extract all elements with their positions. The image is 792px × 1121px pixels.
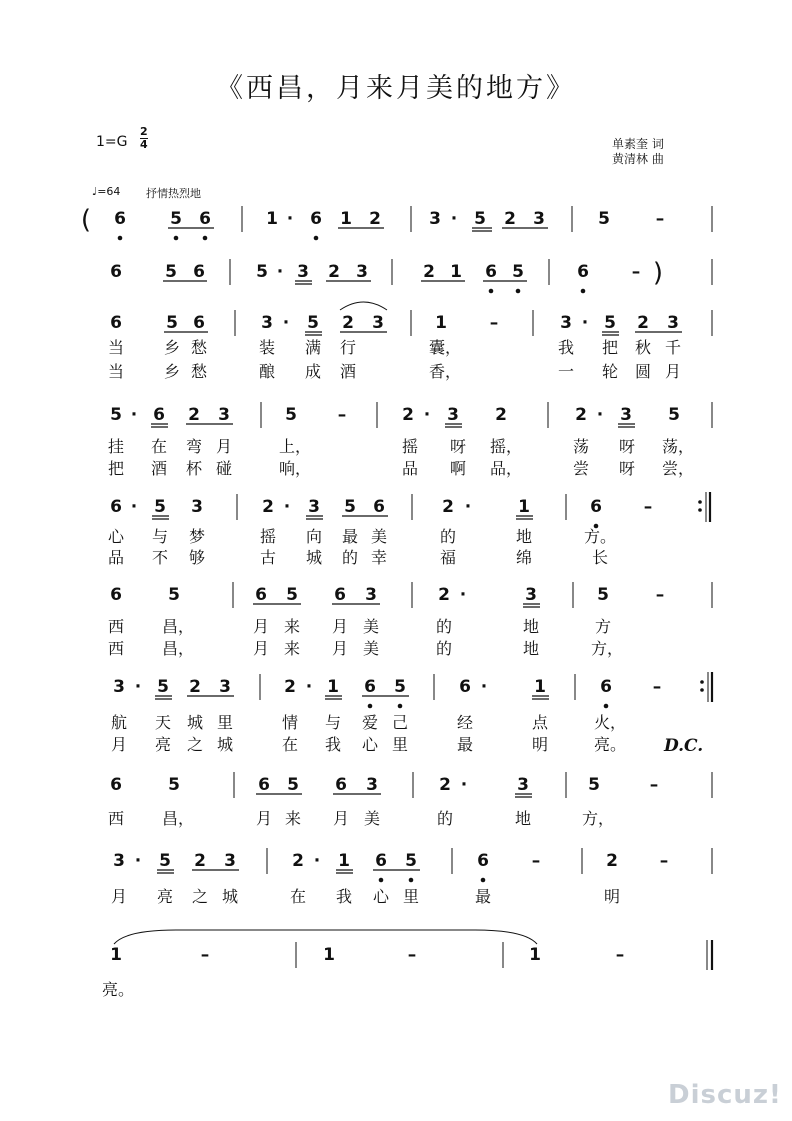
lyric-syllable: 美 [370,527,388,546]
note: 6 [375,851,387,871]
lyric-syllable: 之 [186,735,204,754]
note: 2 [442,497,454,517]
lyric-syllable: 方， [590,639,624,658]
lyric-syllable: 情 [281,713,299,732]
note: 5 [394,677,406,697]
dash-mark: – [615,945,625,965]
note: 6 [334,585,346,605]
dc-mark: D.C. [664,736,704,756]
note: 5 [110,405,122,425]
lyric-syllable: 天 [154,713,172,732]
lyric-syllable: 把 [107,459,125,478]
lyric-syllable: 成 [304,362,322,381]
lyric-syllable: 的 [436,809,454,828]
lyric-syllable: 明 [603,887,621,906]
lyric-syllable: 囊， [428,338,462,357]
lyric-syllable: 最 [341,527,359,546]
lyric-syllable: 来 [283,617,301,636]
dash-mark: – [407,945,417,965]
lyric-syllable: 昌， [161,639,195,658]
note: 5 [286,585,298,605]
lyric-syllable: 尝， [661,459,695,478]
lyric-syllable: 够 [188,548,206,567]
note: 5 [168,585,180,605]
lyric-syllable: 心 [372,887,390,906]
lyric-syllable: 的 [435,617,453,636]
note: 1 [338,851,350,871]
low-octave-dot [581,289,586,294]
lyric-syllable: 酒 [339,362,357,381]
note: 3 [667,313,679,333]
augmentation-dot: · [283,497,291,517]
lyric-syllable: 碰 [215,459,233,478]
augmentation-dot: · [276,262,284,282]
note: 6 [459,677,471,697]
lyric-syllable: 酿 [258,362,276,381]
dash-mark: – [643,497,653,517]
note: 1 [327,677,339,697]
lyric-syllable: 弯 [185,437,203,456]
dash-mark: – [655,209,665,229]
lyric-syllable: 最 [474,887,492,906]
note: 6 [310,209,322,229]
lyric-syllable: 向 [305,527,323,546]
note: 6 [373,497,385,517]
note: 2 [439,775,451,795]
note: 6 [193,262,205,282]
key-signature: 1=G [96,134,128,150]
note: 3 [191,497,203,517]
lyric-syllable: 里 [391,735,409,754]
tie [114,930,537,944]
note: 5 [668,405,680,425]
lyric-syllable: 月 [252,617,270,636]
lyric-syllable: 亮。 [593,735,627,754]
lyric-syllable: 的 [435,639,453,658]
note: 6 [193,313,205,333]
low-octave-dot [604,704,609,709]
note: 2 [262,497,274,517]
lyric-syllable: 火， [593,713,627,732]
augmentation-dot: · [480,677,488,697]
lyric-syllable: 美 [362,639,380,658]
repeat-dot [700,680,704,684]
lyric-syllable: 点 [531,713,549,732]
note: 5 [157,677,169,697]
lyric-syllable: 心 [361,735,379,754]
note: 6 [590,497,602,517]
note: 5 [588,775,600,795]
note: 3 [560,313,572,333]
low-octave-dot [174,236,179,241]
note: 1 [450,262,462,282]
lyric-syllable: 在 [150,437,168,456]
note: 6 [255,585,267,605]
note: 1 [110,945,122,965]
note: 6 [577,262,589,282]
note: 1 [529,945,541,965]
note: 6 [110,262,122,282]
lyric-syllable: 愁 [190,338,208,357]
lyric-syllable: 与 [151,527,169,546]
lyric-syllable: 亮。 [101,980,135,999]
lyric-syllable: 摇 [401,437,419,456]
time-signature-bottom: 4 [140,138,148,151]
augmentation-dot: · [459,585,467,605]
low-octave-dot [203,236,208,241]
note: 1 [340,209,352,229]
lyric-syllable: 在 [281,735,299,754]
lyric-syllable: 方。 [583,527,617,546]
note: 5 [405,851,417,871]
note: 6 [114,209,126,229]
lyric-syllable: 月 [331,617,349,636]
lyric-syllable: 西 [107,809,125,828]
lyric-syllable: 我 [335,887,353,906]
repeat-dot [698,500,702,504]
lyric-syllable: 杯 [185,459,203,478]
note: 2 [188,405,200,425]
note: 3 [525,585,537,605]
note: 3 [261,313,273,333]
lyric-syllable: 幸 [370,548,388,567]
expression-mark: 抒情热烈地 [146,187,201,200]
lyric-syllable: 荡 [572,437,590,456]
lyric-syllable: 满 [304,338,322,357]
lyric-syllable: 之 [191,887,209,906]
note: 2 [438,585,450,605]
note: 3 [429,209,441,229]
augmentation-dot: · [130,405,138,425]
note: 2 [328,262,340,282]
note: 2 [284,677,296,697]
lyric-syllable: 摇 [259,527,277,546]
note: 3 [447,405,459,425]
lyric-syllable: 轮 [601,362,619,381]
lyric-syllable: 最 [456,735,474,754]
lyric-syllable: 行 [339,338,357,357]
lyric-syllable: 来 [284,809,302,828]
repeat-dot [700,688,704,692]
dash-mark: – [652,677,662,697]
note: 2 [495,405,507,425]
lyric-syllable: 呀 [618,437,636,456]
low-octave-dot [379,878,384,883]
note: 3 [218,405,230,425]
lyric-syllable: 月 [252,639,270,658]
note: 6 [258,775,270,795]
repeat-dot [698,508,702,512]
lyric-syllable: 摇， [489,437,523,456]
lyric-syllable: 挂 [107,437,125,456]
note: 6 [335,775,347,795]
note: 1 [323,945,335,965]
lyric-syllable: 上， [278,437,312,456]
note: 6 [153,405,165,425]
note: 5 [154,497,166,517]
note: 1 [518,497,530,517]
lyric-syllable: 梦 [188,527,206,546]
lyric-syllable: 呀 [449,437,467,456]
augmentation-dot: · [305,677,313,697]
lyric-syllable: 爱 [361,713,379,732]
lyric-syllable: 愁 [190,362,208,381]
lyric-syllable: 响， [278,459,312,478]
lyric-syllable: 我 [324,735,342,754]
note: 1 [266,209,278,229]
lyric-syllable: 月 [664,362,682,381]
lyric-syllable: 亮 [156,887,174,906]
lyric-syllable: 一 [557,362,575,381]
song-title: 《西昌，月来月美的地方》 [216,73,576,104]
lyric-syllable: 品 [107,548,125,567]
repeat-paren: ( [80,205,92,235]
augmentation-dot: · [596,405,604,425]
slur [340,302,387,310]
note: 3 [224,851,236,871]
time-signature-top: 2 [140,125,148,138]
note: 2 [575,405,587,425]
dash-mark: – [659,851,669,871]
augmentation-dot: · [423,405,431,425]
dash-mark: – [655,585,665,605]
lyric-syllable: 啊 [449,459,467,478]
note: 3 [297,262,309,282]
note: 5 [474,209,486,229]
note: 1 [534,677,546,697]
lyric-syllable: 方 [594,617,612,636]
note: 3 [308,497,320,517]
lyric-syllable: 月 [332,809,350,828]
lyric-syllable: 方， [581,809,615,828]
note: 5 [287,775,299,795]
note: 6 [485,262,497,282]
lyric-syllable: 酒 [150,459,168,478]
note: 5 [170,209,182,229]
dash-mark: – [649,775,659,795]
note: 5 [166,313,178,333]
lyric-syllable: 呀 [618,459,636,478]
note: 2 [189,677,201,697]
lyric-syllable: 乡 [163,362,181,381]
lyric-syllable: 美 [362,617,380,636]
lyric-syllable: 秋 [634,338,652,357]
augmentation-dot: · [134,677,142,697]
note: 2 [194,851,206,871]
note: 3 [517,775,529,795]
lyric-syllable: 城 [186,713,204,732]
lyric-syllable: 月 [255,809,273,828]
lyric-syllable: 经 [456,713,474,732]
note: 6 [199,209,211,229]
lyric-syllable: 的 [439,527,457,546]
low-octave-dot [409,878,414,883]
note: 2 [369,209,381,229]
lyric-syllable: 西 [107,639,125,658]
lyric-syllable: 把 [601,338,619,357]
note: 3 [365,585,377,605]
lyric-syllable: 品， [489,459,523,478]
note: 3 [533,209,545,229]
lyric-syllable: 福 [439,548,457,567]
tempo-mark: ♩=64 [92,185,121,198]
note: 5 [512,262,524,282]
note: 6 [110,313,122,333]
augmentation-dot: · [460,775,468,795]
lyric-syllable: 品 [401,459,419,478]
lyric-syllable: 城 [305,548,323,567]
low-octave-dot [516,289,521,294]
dash-mark: – [200,945,210,965]
note: 2 [342,313,354,333]
note: 3 [366,775,378,795]
note: 6 [110,497,122,517]
lyric-syllable: 里 [216,713,234,732]
lyric-syllable: 心 [107,527,125,546]
note: 5 [285,405,297,425]
lyric-syllable: 圆 [634,362,652,381]
dash-mark: – [531,851,541,871]
note: 5 [604,313,616,333]
note: 6 [110,585,122,605]
note: 3 [113,851,125,871]
lyric-syllable: 千 [664,338,682,357]
note: 3 [356,262,368,282]
lyric-syllable: 乡 [163,338,181,357]
lyric-syllable: 月 [331,639,349,658]
note: 2 [637,313,649,333]
augmentation-dot: · [286,209,294,229]
note: 6 [110,775,122,795]
lyric-syllable: 尝 [572,459,590,478]
augmentation-dot: · [464,497,472,517]
lyric-syllable: 昌， [161,617,195,636]
note: 2 [504,209,516,229]
lyric-syllable: 西 [107,617,125,636]
lyric-syllable: 地 [522,639,540,658]
note: 5 [597,585,609,605]
low-octave-dot [368,704,373,709]
lyric-syllable: 月 [110,887,128,906]
watermark-logo: Discuz! [668,1080,782,1110]
note: 2 [606,851,618,871]
low-octave-dot [314,236,319,241]
lyric-syllable: 亮 [154,735,172,754]
lyric-syllable: 在 [289,887,307,906]
note: 3 [219,677,231,697]
note: 5 [256,262,268,282]
note: 3 [372,313,384,333]
augmentation-dot: · [313,851,321,871]
augmentation-dot: · [130,497,138,517]
lyric-syllable: 与 [324,713,342,732]
note: 6 [477,851,489,871]
note: 5 [159,851,171,871]
lyric-syllable: 己 [391,713,409,732]
low-octave-dot [481,878,486,883]
lyric-syllable: 里 [402,887,420,906]
low-octave-dot [398,704,403,709]
lyricist-credit: 单素奎 词 [612,137,664,151]
lyric-syllable: 地 [514,809,532,828]
augmentation-dot: · [282,313,290,333]
lyric-syllable: 装 [258,338,276,357]
note: 1 [435,313,447,333]
lyric-syllable: 香， [428,362,462,381]
lyric-syllable: 不 [151,548,169,567]
lyric-syllable: 地 [522,617,540,636]
note: 5 [598,209,610,229]
augmentation-dot: · [134,851,142,871]
dash-mark: – [631,262,641,282]
lyric-syllable: 荡， [661,437,695,456]
lyric-syllable: 来 [283,639,301,658]
lyric-syllable: 当 [107,338,125,357]
lyric-syllable: 的 [341,548,359,567]
dash-mark: – [337,405,347,425]
note: 5 [344,497,356,517]
lyric-syllable: 昌， [161,809,195,828]
lyric-syllable: 绵 [515,548,533,567]
lyric-syllable: 明 [531,735,549,754]
composer-credit: 黄清林 曲 [612,152,664,166]
augmentation-dot: · [450,209,458,229]
low-octave-dot [118,236,123,241]
repeat-paren: ) [652,258,664,288]
note: 5 [307,313,319,333]
lyric-syllable: 城 [221,887,239,906]
lyric-syllable: 古 [259,548,277,567]
lyric-syllable: 美 [363,809,381,828]
note: 6 [600,677,612,697]
lyric-syllable: 我 [557,338,575,357]
note: 2 [402,405,414,425]
dash-mark: – [489,313,499,333]
note: 5 [168,775,180,795]
augmentation-dot: · [581,313,589,333]
note: 6 [364,677,376,697]
low-octave-dot [489,289,494,294]
note: 3 [113,677,125,697]
lyric-syllable: 城 [216,735,234,754]
lyric-syllable: 航 [110,713,128,732]
lyric-syllable: 地 [515,527,533,546]
lyric-syllable: 月 [215,437,233,456]
note: 2 [292,851,304,871]
note: 3 [620,405,632,425]
lyric-syllable: 月 [110,735,128,754]
note: 2 [423,262,435,282]
note: 5 [165,262,177,282]
lyric-syllable: 当 [107,362,125,381]
lyric-syllable: 长 [591,548,609,567]
